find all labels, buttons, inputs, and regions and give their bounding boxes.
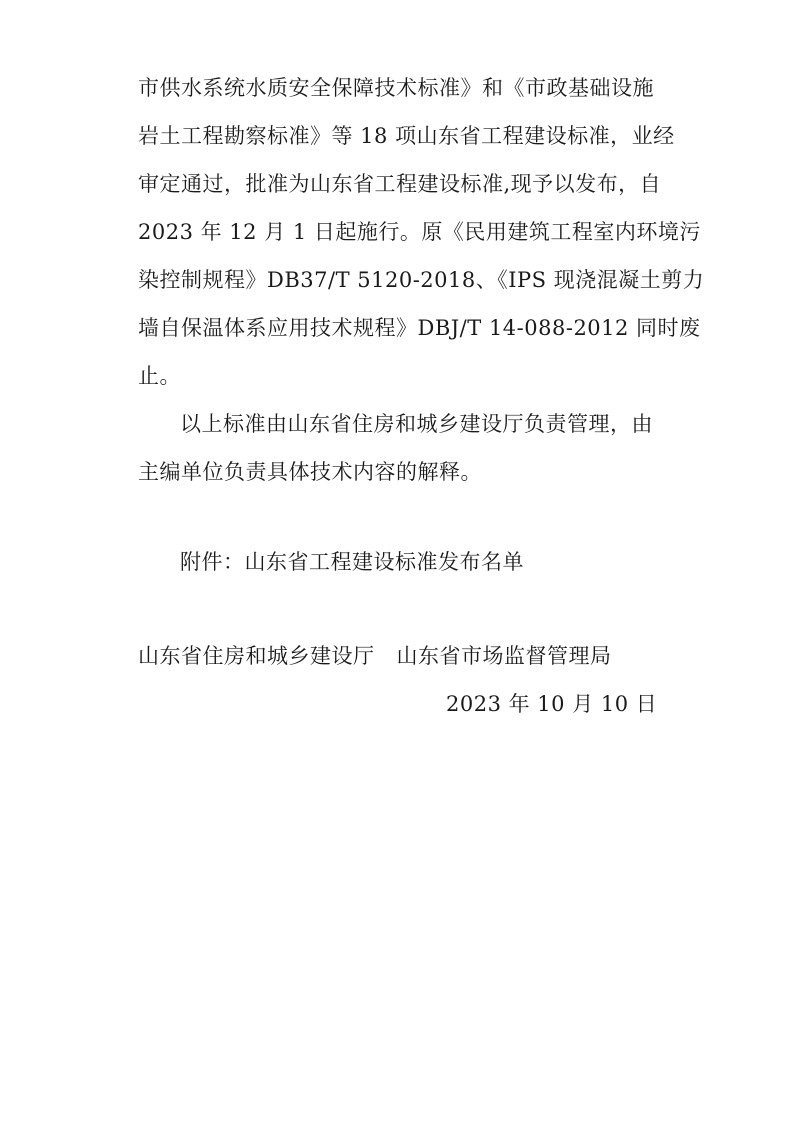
body-line-1: 市供水系统水质安全保障技术标准》和《市政基础设施 bbox=[138, 76, 654, 100]
issuer-housing-department: 山东省住房和城乡建设厅 bbox=[138, 644, 375, 668]
body-line-3: 审定通过，批准为山东省工程建设标准,现予以发布，自 bbox=[138, 172, 662, 196]
body-line-2: 岩土工程勘察标准》等 18 项山东省工程建设标准，业经 bbox=[138, 124, 675, 148]
issue-date: 2023 年 10 月 10 日 bbox=[446, 692, 658, 716]
paragraph2-line-1: 以上标准由山东省住房和城乡建设厅负责管理，由 bbox=[180, 412, 653, 436]
paragraph2-line-2: 主编单位负责具体技术内容的解释。 bbox=[138, 460, 482, 484]
issuing-authorities bbox=[138, 632, 612, 680]
body-line-5: 染控制规程》DB37/T 5120-2018、《IPS 现浇混凝土剪力 bbox=[138, 268, 705, 292]
issuer-market-regulation-bureau: 山东省市场监督管理局 bbox=[396, 644, 612, 668]
body-line-4: 2023 年 12 月 1 日起施行。原《民用建筑工程室内环境污 bbox=[138, 220, 701, 244]
body-line-6: 墙自保温体系应用技术规程》DBJ/T 14-088-2012 同时废 bbox=[138, 316, 701, 340]
body-line-7: 止。 bbox=[138, 364, 181, 388]
document-body bbox=[138, 64, 705, 496]
attachment-note: 附件：山东省工程建设标准发布名单 bbox=[180, 550, 524, 574]
